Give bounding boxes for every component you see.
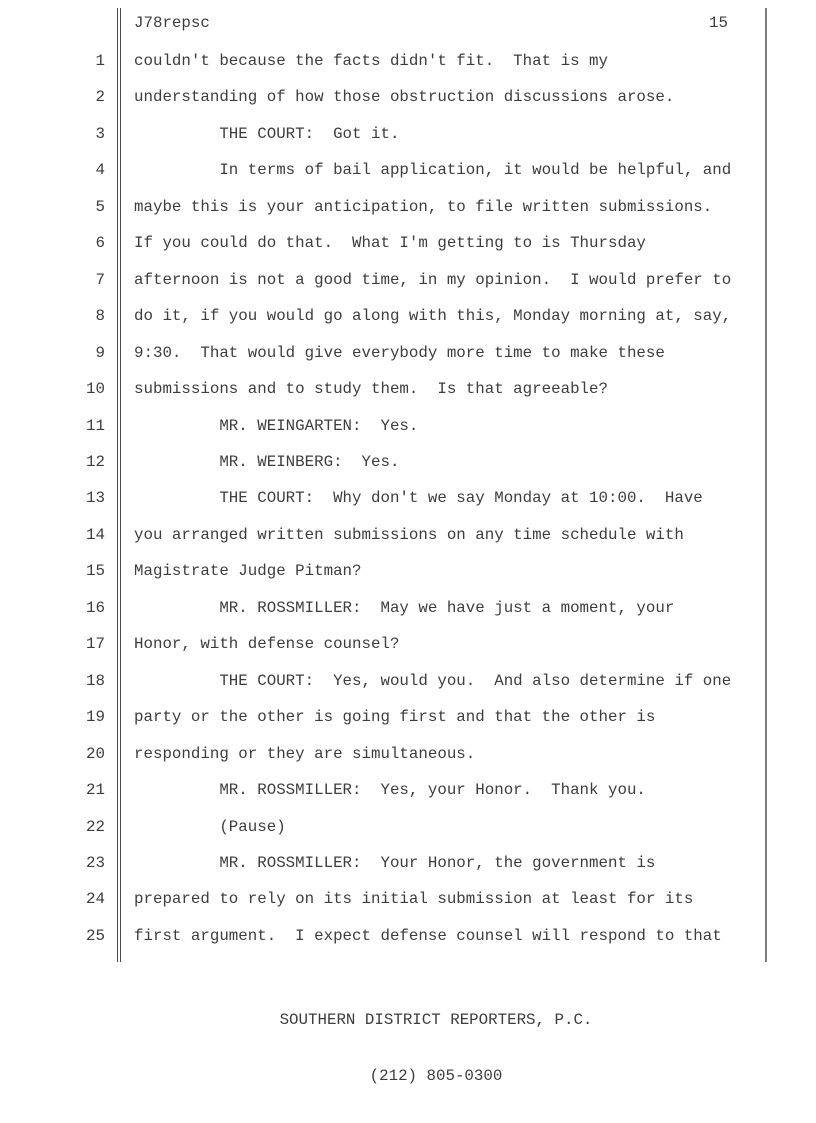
line-number: 6 bbox=[95, 234, 105, 253]
line-text: MR. ROSSMILLER: May we have just a moment, your bbox=[134, 598, 675, 617]
line-text: 9:30. That would give everybody more time to make these bbox=[134, 343, 665, 362]
line-text: MR. ROSSMILLER: Your Honor, the government is bbox=[134, 853, 656, 872]
transcript-line-row bbox=[0, 262, 816, 298]
transcript-line-row bbox=[0, 480, 816, 516]
line-number: 24 bbox=[86, 890, 105, 909]
transcript-line-row bbox=[0, 845, 816, 881]
footer-reporter-name: SOUTHERN DISTRICT REPORTERS, P.C. bbox=[279, 1011, 593, 1030]
transcript-lines bbox=[0, 43, 816, 954]
transcript-line-row bbox=[0, 808, 816, 844]
line-number: 1 bbox=[95, 52, 105, 71]
line-text: party or the other is going first and that the other is bbox=[134, 708, 656, 727]
line-text: THE COURT: Why don't we say Monday at 10:00. Have bbox=[134, 489, 703, 508]
header-doc-id: J78repsc bbox=[134, 14, 210, 32]
line-text: THE COURT: Yes, would you. And also determine if one bbox=[134, 671, 732, 690]
line-text: (Pause) bbox=[134, 817, 286, 836]
line-text: If you could do that. What I'm getting to is Thursday bbox=[134, 234, 646, 253]
transcript-line-row bbox=[0, 407, 816, 443]
line-number: 11 bbox=[86, 416, 105, 435]
transcript-line-row bbox=[0, 626, 816, 662]
transcript-line-row bbox=[0, 189, 816, 225]
transcript-line-row bbox=[0, 298, 816, 334]
transcript-line-row bbox=[0, 735, 816, 771]
line-text: do it, if you would go along with this, Monday morning at, say, bbox=[134, 307, 732, 326]
transcript-line-row bbox=[0, 225, 816, 261]
transcript-line-row bbox=[0, 517, 816, 553]
line-number: 25 bbox=[86, 926, 105, 945]
transcript-line-row bbox=[0, 43, 816, 79]
transcript-line-row bbox=[0, 444, 816, 480]
line-number: 21 bbox=[86, 781, 105, 800]
line-text: In terms of bail application, it would be helpful, and bbox=[134, 161, 732, 180]
line-number: 7 bbox=[95, 270, 105, 289]
line-text: responding or they are simultaneous. bbox=[134, 744, 476, 763]
line-number: 13 bbox=[86, 489, 105, 508]
line-text: MR. ROSSMILLER: Yes, your Honor. Thank you. bbox=[134, 781, 646, 800]
transcript-line-row bbox=[0, 553, 816, 589]
transcript-line-row bbox=[0, 116, 816, 152]
transcript-line-row bbox=[0, 371, 816, 407]
line-number: 5 bbox=[95, 197, 105, 216]
footer-phone-number: (212) 805-0300 bbox=[369, 1066, 503, 1085]
line-number: 10 bbox=[86, 380, 105, 399]
transcript-line-row bbox=[0, 663, 816, 699]
line-text: submissions and to study them. Is that agreeable? bbox=[134, 380, 608, 399]
line-number: 14 bbox=[86, 525, 105, 544]
transcript-line-row bbox=[0, 699, 816, 735]
line-text: Magistrate Judge Pitman? bbox=[134, 562, 362, 581]
line-number: 2 bbox=[95, 88, 105, 107]
line-number: 19 bbox=[86, 708, 105, 727]
line-number: 15 bbox=[86, 562, 105, 581]
line-number: 17 bbox=[86, 635, 105, 654]
transcript-line-row bbox=[0, 918, 816, 954]
transcript-line-row bbox=[0, 772, 816, 808]
transcript-line-row bbox=[0, 590, 816, 626]
page-footer bbox=[280, 974, 593, 1123]
line-text: couldn't because the facts didn't fit. That is my bbox=[134, 52, 608, 71]
line-text: prepared to rely on its initial submission at least for its bbox=[134, 890, 694, 909]
line-number: 9 bbox=[95, 343, 105, 362]
line-text: MR. WEINBERG: Yes. bbox=[134, 453, 400, 471]
header-page-number: 15 bbox=[709, 14, 728, 32]
line-number: 18 bbox=[86, 671, 105, 690]
line-number: 4 bbox=[95, 161, 105, 180]
transcript-line-row bbox=[0, 152, 816, 188]
transcript-line-row bbox=[0, 334, 816, 370]
line-number: 12 bbox=[86, 453, 105, 471]
line-text: Honor, with defense counsel? bbox=[134, 635, 400, 654]
line-number: 23 bbox=[86, 853, 105, 872]
line-text: afternoon is not a good time, in my opinion. I would prefer to bbox=[134, 270, 732, 289]
line-text: understanding of how those obstruction discussions arose. bbox=[134, 88, 675, 107]
line-number: 8 bbox=[95, 307, 105, 326]
transcript-line-row bbox=[0, 881, 816, 917]
transcript-line-row bbox=[0, 79, 816, 115]
line-text: you arranged written submissions on any time schedule with bbox=[134, 525, 684, 544]
line-text: MR. WEINGARTEN: Yes. bbox=[134, 416, 419, 435]
line-text: first argument. I expect defense counsel will respond to that bbox=[134, 926, 722, 945]
line-number: 16 bbox=[86, 598, 105, 617]
line-text: THE COURT: Got it. bbox=[134, 124, 400, 143]
line-number: 3 bbox=[95, 124, 105, 143]
line-number: 20 bbox=[86, 744, 105, 763]
line-text: maybe this is your anticipation, to file written submissions. bbox=[134, 197, 713, 216]
line-number: 22 bbox=[86, 817, 105, 836]
